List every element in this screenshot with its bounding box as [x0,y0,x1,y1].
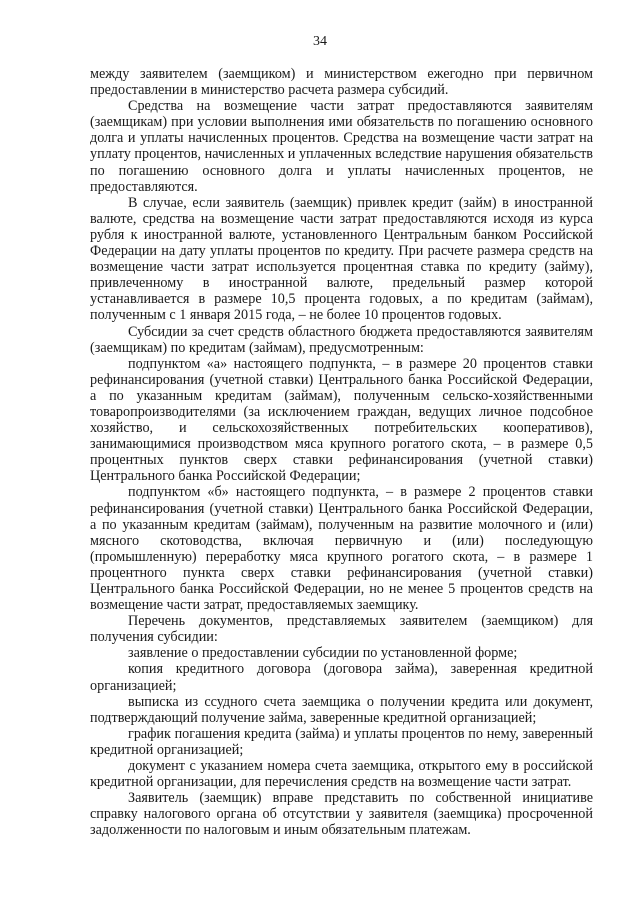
list-item-repayment-schedule: график погашения кредита (займа) и уплаты процентов по нему, заверенный кредитной организацией; [90,725,593,758]
paragraph-subpoint-b: подпунктом «б» настоящего подпункта, – в размере 2 процентов ставки рефинансирования (учетной ставки) Центрального банка Российской Федерации, а по указанным кредитам (займам), полученным на развитие молочного и (или) мясного скотоводства, включая первичную и (или) последующую (промышленную) переработку мяса крупного рогатого скота, – в размере 1 процентного пункта сверх ставки рефинансирования (учетной ставки) Центрального банка Российской Федерации, но не менее 5 процентов средств на возмещение части затрат, предоставляемых заемщику. [90,484,593,614]
paragraph-continuation: между заявителем (заемщиком) и министерством ежегодно при первичном предоставлении в министерство расчета размера субсидий. [90,66,593,99]
document-body [90,66,593,839]
paragraph-tax-certificate: Заявитель (заемщик) вправе представить по собственной инициативе справку налогового органа об отсутствии у заявителя (заемщика) просроченной задолженности по налоговым и иным обязательным платежам. [90,790,593,839]
list-item-account-number: документ с указанием номера счета заемщика, открытого ему в российской кредитной организации, для перечисления средств на возмещение части затрат. [90,758,593,791]
list-item-credit-agreement: копия кредитного договора (договора займа), заверенная кредитной организацией; [90,661,593,694]
list-item-account-statement: выписка из ссудного счета заемщика о получении кредита или документ, подтверждающий получение займа, заверенные кредитной организацией; [90,693,593,726]
paragraph-documents-intro: Перечень документов, представляемых заявителем (заемщиком) для получения субсидии: [90,613,593,646]
page-number: 34 [313,34,327,49]
paragraph-conditions: Средства на возмещение части затрат предоставляются заявителям (заемщикам) при условии выполнения ими обязательств по погашению основного долга и уплаты начисленных процентов. Средства на возмещение части затрат на уплату процентов, начисленных и уплаченных вследствие нарушения обязательств по погашению основного долга и уплаты начисленных процентов, не предоставляются. [90,98,593,195]
paragraph-foreign-currency: В случае, если заявитель (заемщик) привлек кредит (займ) в иностранной валюте, средства на возмещение части затрат предоставляются исходя из курса рубля к иностранной валюте, установленного Центральным банком Российской Федерации на дату уплаты процентов по кредиту. При расчете размера средств на возмещение части затрат используется процентная ставка по кредиту (займу), привлеченному в иностранной валюте, предельный размер которой устанавливается в размере 10,5 процента годовых, а по кредитам (займам), полученным с 1 января 2015 года, – не более 10 процентов годовых. [90,194,593,324]
list-item-application: заявление о предоставлении субсидии по установленной форме; [128,645,518,662]
paragraph-subsidies-intro: Субсидии за счет средств областного бюджета предоставляются заявителям (заемщикам) по кредитам (займам), предусмотренным: [90,323,593,356]
paragraph-subpoint-a: подпунктом «а» настоящего подпункта, – в размере 20 процентов ставки рефинансирования (учетной ставки) Центрального банка Российской Федерации, а по указанным кредитам (займам), полученным сельско-хозяйственными товаропроизводителями (за исключением граждан, ведущих личное подсобное хозяйство, и сельскохозяйственных потребительских кооперативов), занимающимися производством мяса крупного рогатого скота, – в размере 0,5 процентных пунктов сверх ставки рефинансирования (учетной ставки) Центрального банка Российской Федерации; [90,355,593,485]
